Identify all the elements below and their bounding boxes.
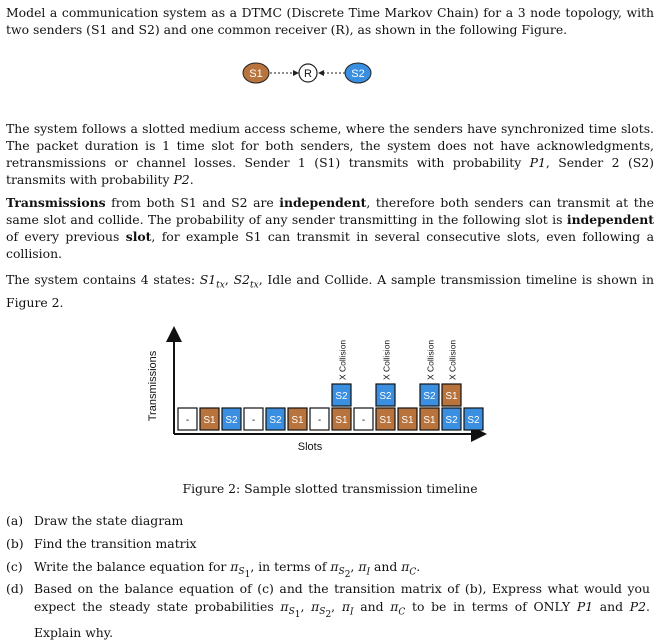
- topology-diagram: [242, 60, 372, 86]
- slot-label-12: S2: [445, 415, 458, 426]
- collision-label-3: X Collision: [447, 339, 458, 380]
- slot-label-11: S1: [423, 415, 436, 426]
- slot-label-9: S1: [379, 415, 392, 426]
- slot-label-stack-3: S1: [445, 391, 458, 402]
- question-d: (d) Based on the balance equation of (c) and the transition matrix of (b), Express what would you expect the steady state probabilities $\pi_{S_1}$, $\pi_{S_2}$, $\pi_I$ and $\pi_C$ to be in terms of ONLY P1 and P2. Explain why.: [6, 581, 650, 641]
- x-axis-label: Slots: [297, 441, 323, 453]
- paragraph-states: The system contains 4 states: $S1_{tx}$, $S2_{tx}$, Idle and Collide. A sample transmission timeline is shown in Figure 2.: [6, 272, 654, 311]
- s2-node-label: S2: [351, 68, 365, 80]
- receiver-node-label: R: [304, 68, 312, 80]
- collision-label-0: X Collision: [337, 339, 348, 380]
- slot-label-stack-2: S2: [423, 391, 436, 402]
- slot-label-8: -: [361, 415, 366, 426]
- collision-label-2: X Collision: [425, 339, 436, 380]
- paragraph-system: The system follows a slotted medium access scheme, where the senders have synchronized time slots. The packet duration is 1 time slot for both senders, the system does not have acknowledgments, retransmissions or channel losses. Sender 1 (S1) transmits with probability P1, Sender 2 (S2) transmits with probability P2.: [6, 121, 654, 187]
- question-c: (c) Write the balance equation for $\pi_{S_1}$, in terms of $\pi_{S_2}$, $\pi_I$ and $\pi_C$.: [6, 559, 421, 581]
- question-b: (b) Find the transition matrix: [6, 536, 197, 551]
- slot-label-0: -: [185, 415, 190, 426]
- figure-caption: Figure 2: Sample slotted transmission timeline: [182, 481, 478, 496]
- paragraph-independence: Transmissions from both S1 and S2 are independent, therefore both senders can transmit at the same slot and collide. The probability of any sender transmitting in the following slot is independent of every previous slot, for example S1 can transmit in several consecutive slots, even following a collision.: [6, 195, 654, 261]
- question-a: (a) Draw the state diagram: [6, 513, 184, 528]
- slot-label-7: S1: [335, 415, 348, 426]
- slot-label-3: -: [251, 415, 256, 426]
- slot-label-5: S1: [291, 415, 304, 426]
- slot-label-10: S1: [401, 415, 414, 426]
- intro-paragraph: Model a communication system as a DTMC (Discrete Time Markov Chain) for a 3 node topology, with two senders (S1 and S2) and one common receiver (R), as shown in the following Figure.: [6, 5, 654, 37]
- s1-node-label: S1: [249, 68, 263, 80]
- slot-label-4: S2: [269, 415, 282, 426]
- slot-label-stack-0: S2: [335, 391, 348, 402]
- transmission-timeline-chart: [140, 322, 490, 458]
- slot-label-2: S2: [225, 415, 238, 426]
- slot-label-1: S1: [203, 415, 216, 426]
- slot-label-13: S2: [467, 415, 480, 426]
- slot-label-stack-1: S2: [379, 391, 392, 402]
- collision-label-1: X Collision: [381, 339, 392, 380]
- y-axis-label: Transmissions: [147, 350, 159, 422]
- slot-label-6: -: [317, 415, 322, 426]
